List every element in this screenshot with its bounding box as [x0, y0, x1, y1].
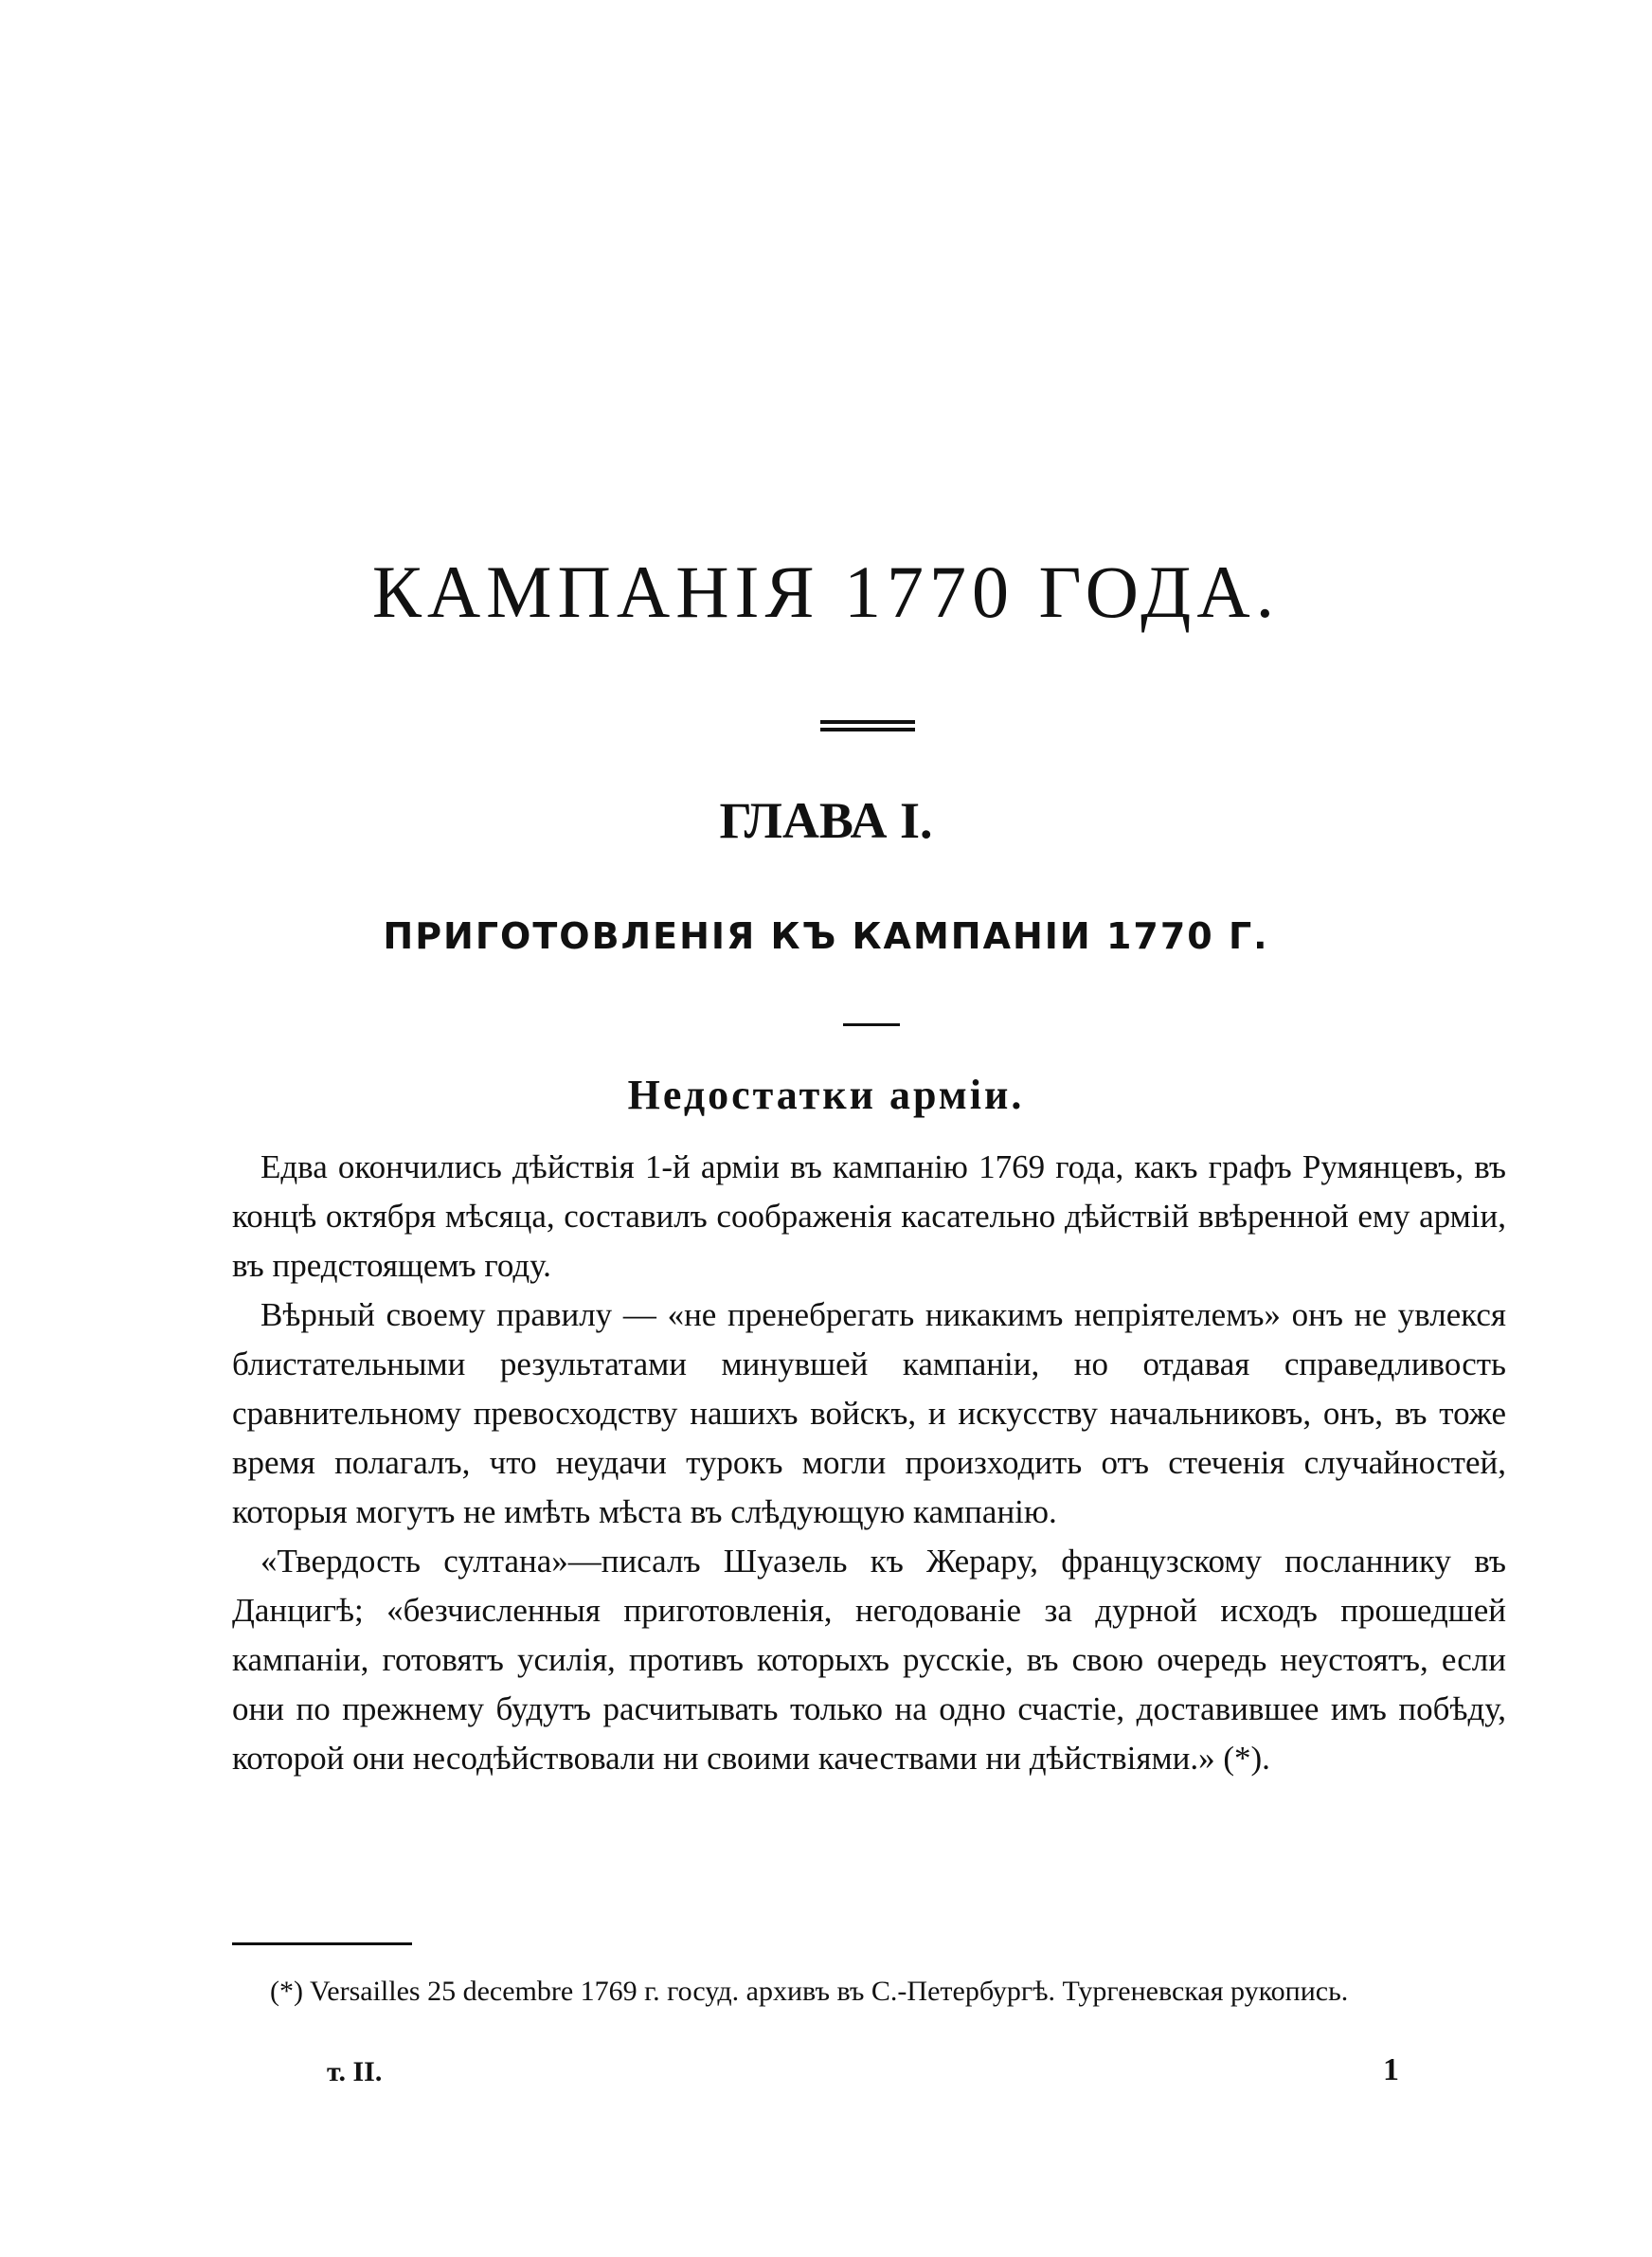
footnote: (*) Versailles 25 decembre 1769 г. госуд. архивъ въ С.-Петербургѣ. Тургеневская рукопись. — [270, 1976, 1349, 2007]
paragraph-2: Вѣрный своему правилу — «не пренебрегать никакимъ непріятелемъ» онъ не увлекся блистательными результатами минувшей кампаніи, но отдавая справедливость сравнительному превосходству нашихъ войскъ, и искусству начальниковъ, онъ, въ тоже время полагалъ, что неудачи турокъ могли произходить отъ стеченія случайностей, которыя могутъ не имѣть мѣста въ слѣдующую кампанію. — [232, 1296, 1506, 1530]
paragraph-1: Едва окончились дѣйствія 1-й арміи въ кампанію 1769 года, какъ графъ Румянцевъ, въ концѣ октября мѣсяца, составилъ соображенія касательно дѣйствій ввѣренной ему арміи, въ предстоящемъ году. — [232, 1148, 1506, 1284]
paragraph-3: «Твердость султана»—писалъ Шуазель къ Жерару, французскому посланнику въ Данцигѣ; «безчисленныя приготовленія, негодованіе за дурной исходъ прошедшей кампаніи, готовятъ усилія, противъ которыхъ русскіе, въ свою очередь неустоятъ, если они по прежнему будутъ расчитывать только на одно счастіе, доставившее имъ побѣду, которой они несодѣйствовали ни своими качествами ни дѣйствіями.» (*). — [232, 1543, 1506, 1777]
running-head-volume: т. II. — [327, 2056, 383, 2087]
footnote-rule — [232, 1942, 412, 1945]
chapter-subtitle: ПРИГОТОВЛЕНІЯ КЪ КАМПАНІИ 1770 Г. — [383, 915, 1269, 957]
short-rule-divider — [843, 1023, 900, 1026]
page-number: 1 — [1383, 2052, 1399, 2087]
section-heading: Недостатки арміи. — [627, 1072, 1025, 1118]
double-rule-divider — [820, 720, 915, 731]
chapter-heading: ГЛАВА I. — [719, 792, 933, 849]
body-text — [232, 1143, 1506, 1783]
page-title: КАМПАНІЯ 1770 ГОДА. — [371, 551, 1281, 633]
